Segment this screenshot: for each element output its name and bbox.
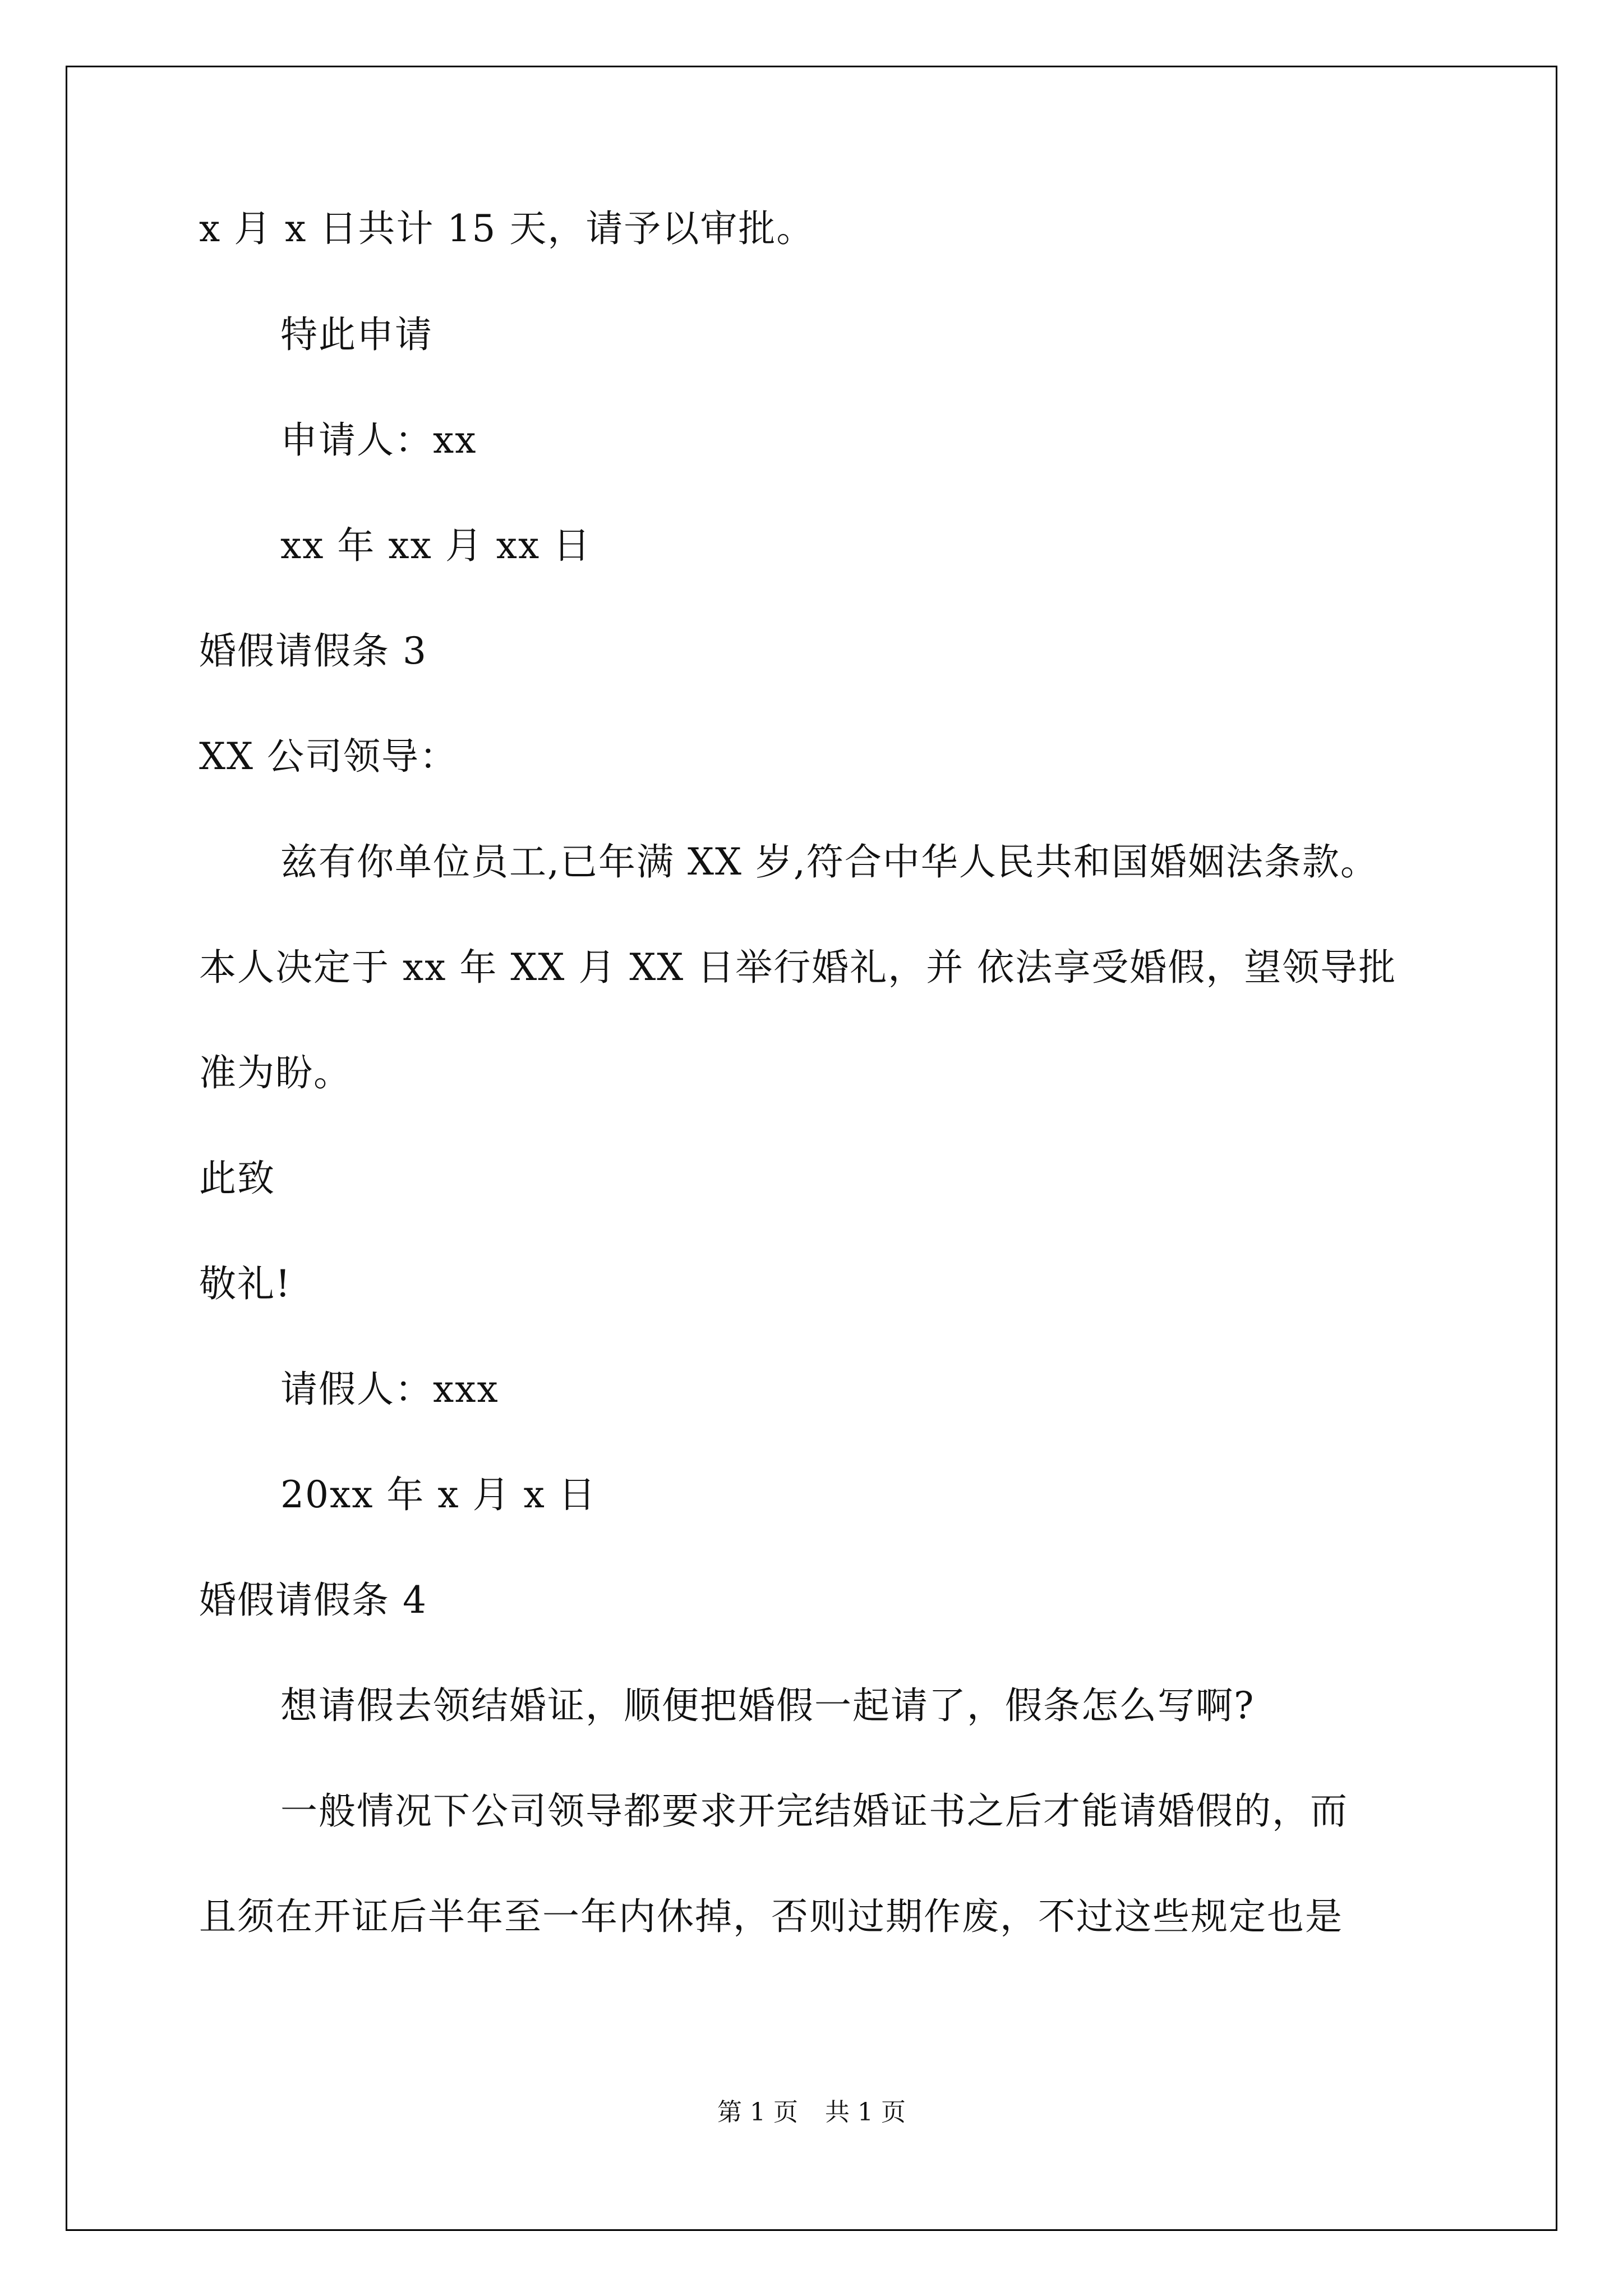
- page-number: 第 1 页: [717, 2098, 798, 2127]
- body-line-15: 想请假去领结婚证，顺便把婚假一起请了，假条怎么写啊?: [280, 1684, 1255, 1727]
- signature-name: 请假人：xxx: [280, 1368, 499, 1411]
- section-heading-4: 婚假请假条 4: [199, 1579, 427, 1622]
- body-line-16: 一般情况下公司领导都要求开完结婚证书之后才能请婚假的，而: [280, 1789, 1348, 1833]
- page-footer: [0, 2097, 1623, 2128]
- body-line-2: 特此申请: [280, 313, 433, 356]
- body-line-3: 申请人：xx: [280, 418, 477, 462]
- signature-date: 20xx 年 x 月 x 日: [280, 1473, 597, 1516]
- section-heading-3: 婚假请假条 3: [199, 629, 427, 673]
- body-line-4: xx 年 xx 月 xx 日: [280, 524, 592, 567]
- body-line-9: 准为盼。: [199, 1051, 352, 1094]
- body-line-1: x 月 x 日共计 15 天，请予以审批。: [199, 207, 815, 250]
- body-line-8: 本人决定于 xx 年 XX 月 XX 日举行婚礼，并 依法享受婚假，望领导批: [199, 946, 1397, 989]
- page-total: 共 1 页: [825, 2098, 906, 2127]
- closing-line-1: 此致: [199, 1157, 275, 1200]
- body-line-7: 兹有你单位员工,已年满 XX 岁,符合中华人民共和国婚姻法条款。: [280, 840, 1378, 884]
- closing-line-2: 敬礼!: [199, 1262, 292, 1305]
- body-line-17: 且须在开证后半年至一年内休掉，否则过期作废，不过这些规定也是: [199, 1895, 1343, 1938]
- salutation: XX 公司领导：: [199, 735, 458, 778]
